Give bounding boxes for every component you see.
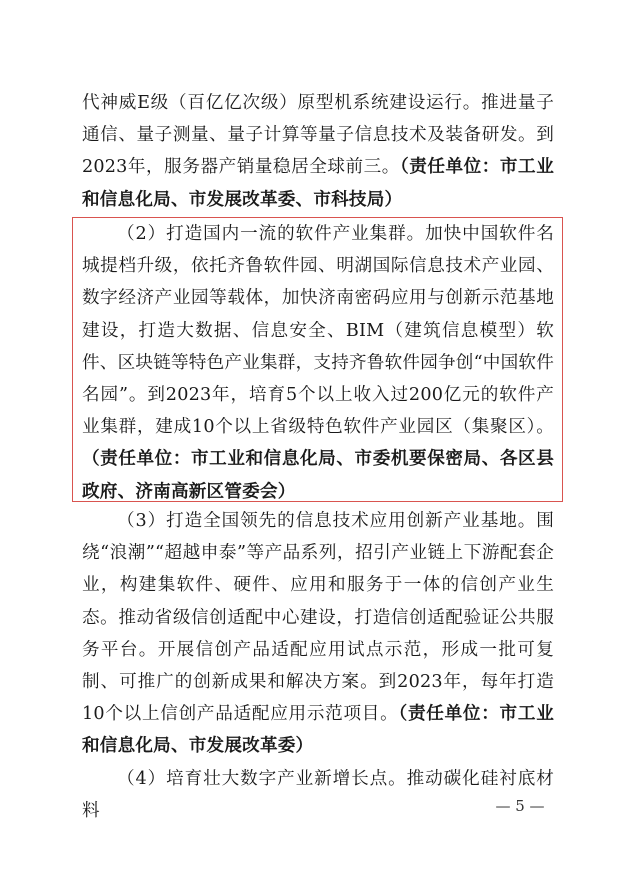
paragraph-3-text: （3）打造全国领先的信息技术应用创新产业基地。围绕“浪潮”“超越申泰”等产品系列，招引产业链上下游配套企业，构建集软件、硬件、应用和服务于一体的信创产业生态。推动省级信创适配中心建设，打造信创适配验证公共服务平台。开展信创产品适配应用试点示范，形成一批可复制、可推广的创新成果和解决方案。到2023年，每年打造10个以上信创产品适配应用示范项目。 [82, 511, 554, 725]
paragraph-2 [82, 218, 554, 508]
paragraph-4 [82, 763, 554, 827]
paragraph-3-responsibility: （责任单位：市工业和信息化局、市发展改革委） [82, 703, 554, 757]
paragraph-4-text: （4）培育壮大数字产业新增长点。推动碳化硅衬底材料 [82, 769, 554, 822]
paragraph-2-responsibility: （责任单位：市工业和信息化局、市委机要保密局、各区县政府、济南高新区管委会） [82, 448, 554, 502]
paragraph-3 [82, 505, 554, 763]
paragraph-2-text: （2）打造国内一流的软件产业集群。加快中国软件名城提档升级，依托齐鲁软件园、明湖国际信息技术产业园、数字经济产业园等载体，加快济南密码应用与创新示范基地建设，打造大数据、信息安全、BIM（建筑信息模型）软件、区块链等特色产业集群，支持齐鲁软件园争创“中国软件名园”。到2023年，培育5个以上收入过200亿元的软件产业集群，建成10个以上省级特色软件产业园区（集聚区）。 [82, 224, 554, 438]
paragraph-1-responsibility: （责任单位：市工业和信息化局、市发展改革委、市科技局） [82, 156, 554, 210]
paragraph-1-text: 代神威E级（百亿亿次级）原型机系统建设运行。推进量子通信、量子测量、量子计算等量子信息技术及装备研发。到2023年，服务器产销量稳居全球前三。 [82, 93, 554, 178]
page-number: — 5 — [495, 797, 545, 815]
paragraph-1 [82, 87, 554, 216]
